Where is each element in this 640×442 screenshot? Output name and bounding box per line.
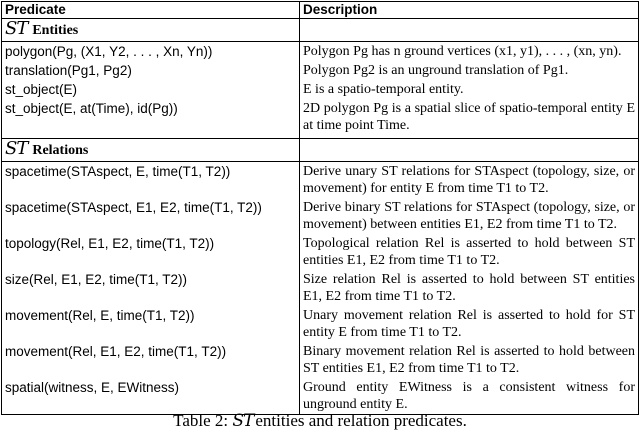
st-symbol: ST: [5, 18, 28, 39]
table-row: [2, 270, 639, 306]
table-row: [2, 99, 639, 139]
table-caption: [0, 411, 640, 431]
table-row: [2, 306, 639, 342]
description-cell: E is a spatio-temporal entity.: [300, 80, 639, 99]
section-relations: [2, 139, 639, 162]
table-row: [2, 80, 639, 99]
description-cell: Polygon Pg has n ground vertices (x1, y1), . . . , (xn, yn).: [300, 42, 639, 62]
predicate-cell: movement(Rel, E, time(T1, T2)): [2, 306, 300, 342]
description-cell: Binary movement relation Rel is asserted to hold between ST entities E1, E2 from time T1 to T2.: [300, 342, 639, 378]
st-symbol: ST: [5, 138, 28, 159]
description-cell: Topological relation Rel is asserted to hold between ST entities E1, E2 from time T1 to T2.: [300, 234, 639, 270]
predicate-cell: size(Rel, E1, E2, time(T1, T2)): [2, 270, 300, 306]
description-cell: Size relation Rel is asserted to hold between ST entities E1, E2 from time T1 to T2.: [300, 270, 639, 306]
predicate-table: [1, 1, 639, 415]
table-row: [2, 342, 639, 378]
caption-text: entities and relation predicates.: [255, 411, 467, 430]
description-cell: 2D polygon Pg is a spatial slice of spatio-temporal entity E at time point Time.: [300, 99, 639, 139]
description-cell: Polygon Pg2 is an unground translation of Pg1.: [300, 61, 639, 80]
table-row: [2, 162, 639, 199]
caption-st-symbol: ST: [232, 411, 254, 431]
predicate-cell: spacetime(STAspect, E, time(T1, T2)): [2, 162, 300, 199]
predicate-cell: translation(Pg1, Pg2): [2, 61, 300, 80]
table-row: [2, 198, 639, 234]
header-description: Description: [300, 2, 639, 19]
predicate-cell: topology(Rel, E1, E2, time(T1, T2)): [2, 234, 300, 270]
table-row: [2, 61, 639, 80]
predicate-cell: spacetime(STAspect, E1, E2, time(T1, T2)): [2, 198, 300, 234]
description-cell: Derive unary ST relations for STAspect (topology, size, or movement) for entity E from time T1 to T2.: [300, 162, 639, 199]
predicate-cell: polygon(Pg, (X1, Y2, . . . , Xn, Yn)): [2, 42, 300, 62]
predicate-table-container: [1, 1, 638, 415]
caption-label: Table 2:: [173, 411, 229, 430]
table-row: [2, 378, 639, 415]
description-cell: Derive binary ST relations for STAspect (topology, size, or movement) between entities E1, E2 from time T1 to T2.: [300, 198, 639, 234]
table-header-row: [2, 2, 639, 19]
predicate-cell: movement(Rel, E1, E2, time(T1, T2)): [2, 342, 300, 378]
description-cell: Unary movement relation Rel is asserted to hold for ST entity E from time T1 to T2.: [300, 306, 639, 342]
section-title: Entities: [32, 23, 79, 38]
table-row: [2, 234, 639, 270]
predicate-cell: st_object(E, at(Time), id(Pg)): [2, 99, 300, 139]
description-cell: Ground entity EWitness is a consistent witness for unground entity E.: [300, 378, 639, 415]
header-predicate: Predicate: [2, 2, 300, 19]
predicate-cell: st_object(E): [2, 80, 300, 99]
section-title: Relations: [32, 143, 89, 158]
predicate-cell: spatial(witness, E, EWitness): [2, 378, 300, 415]
table-row: [2, 42, 639, 62]
section-entities: [2, 19, 639, 42]
